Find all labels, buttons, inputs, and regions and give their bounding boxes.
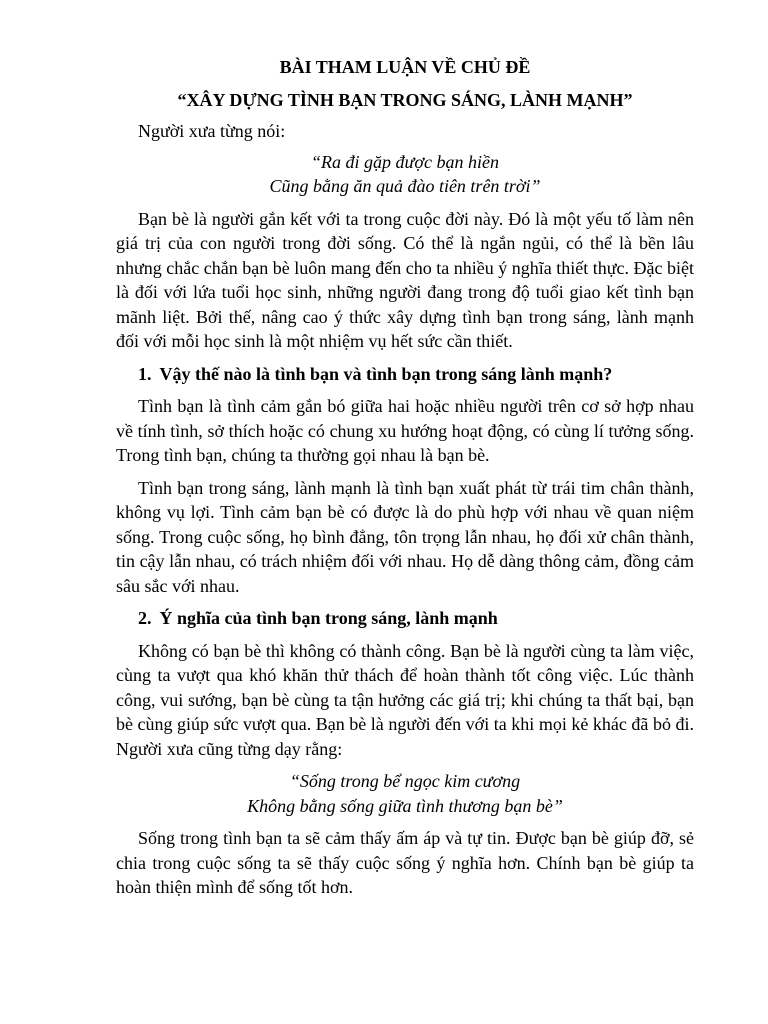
quote-2-line-2: Không bằng sống giữa tình thương bạn bè” (247, 795, 563, 816)
section-heading-1-number: 1. (138, 363, 152, 384)
quote-1-line-1: “Ra đi gặp được bạn hiền (311, 151, 499, 172)
paragraph-1: Bạn bè là người gắn kết với ta trong cuộc đời này. Đó là một yếu tố làm nên giá trị của con người trong đời sống. Có thể là ngắn ngủi, có thể là bền lâu nhưng chắc chắn bạn bè luôn mang đến cho ta nhiều ý nghĩa thiết thực. Đặc biệt là đối với lứa tuổi học sinh, những người đang trong độ tuổi giao kết tình bạn mãnh liệt. Bởi thế, nâng cao ý thức xây dựng tình bạn trong sáng, lành mạnh đối với mỗi học sinh là một nhiệm vụ hết sức cần thiết. (116, 208, 694, 351)
quote-2 (116, 769, 694, 818)
quote-1-line-2: Cũng bằng ăn quả đào tiên trên trời” (269, 176, 541, 196)
paragraph-3: Tình bạn trong sáng, lành mạnh là tình bạn xuất phát từ trái tim chân thành, không vụ lợi. Tình cảm bạn bè có được là do phù hợp với nhau về quan niệm sống. Trong cuộc sống, họ bình đẳng, tôn trọng lẫn nhau, họ đối xử chân thành, tin cậy lẫn nhau, có trách nhiệm đối với nhau. Họ dễ dàng thông cảm, đồng cảm sâu sắc với nhau. (116, 477, 694, 596)
quote-2-line-1: “Sống trong bể ngọc kim cương (289, 771, 521, 791)
paragraph-5: Sống trong tình bạn ta sẽ cảm thấy ấm áp và tự tin. Được bạn bè giúp đỡ, sẻ chia trong cuộc sống ta sẽ thấy cuộc sống ý nghĩa hơn. Chính bạn bè giúp ta hoàn thiện mình để sống tốt hơn. (116, 828, 694, 897)
intro-text: Người xưa từng nói: (138, 121, 286, 141)
document-page (116, 55, 694, 908)
section-heading-2-text: Ý nghĩa của tình bạn trong sáng, lành mạnh (159, 608, 498, 628)
section-heading-2 (116, 606, 694, 631)
section-heading-2-number: 2. (138, 608, 152, 628)
title-line-2: “XÂY DỰNG TÌNH BẠN TRONG SÁNG, LÀNH MẠNH” (177, 89, 633, 110)
section-heading-1 (116, 362, 694, 387)
title-line-1: BÀI THAM LUẬN VỀ CHỦ ĐỀ (279, 57, 531, 77)
paragraph-2: Tình bạn là tình cảm gắn bó giữa hai hoặc nhiều người trên cơ sở hợp nhau về tính tình, sở thích hoặc có chung xu hướng hoạt động, có cùng lí tưởng sống. Trong tình bạn, chúng ta thường gọi nhau là bạn bè. (116, 396, 694, 465)
paragraph-4: Không có bạn bè thì không có thành công. Bạn bè là người cùng ta làm việc, cùng ta vượt qua khó khăn thử thách để hoàn thành tốt công việc. Lúc thành công, vui sướng, bạn bè cùng ta tận hưởng các giá trị; khi chúng ta thất bại, bạn bè cùng giúp sức vượt qua. Bạn bè là người đến với ta khi mọi kẻ khác đã bỏ đi. Người xưa cũng từng dạy rằng: (116, 640, 694, 759)
quote-1 (116, 150, 694, 199)
section-heading-1-text: Vậy thế nào là tình bạn và tình bạn trong sáng lành mạnh? (159, 363, 613, 384)
